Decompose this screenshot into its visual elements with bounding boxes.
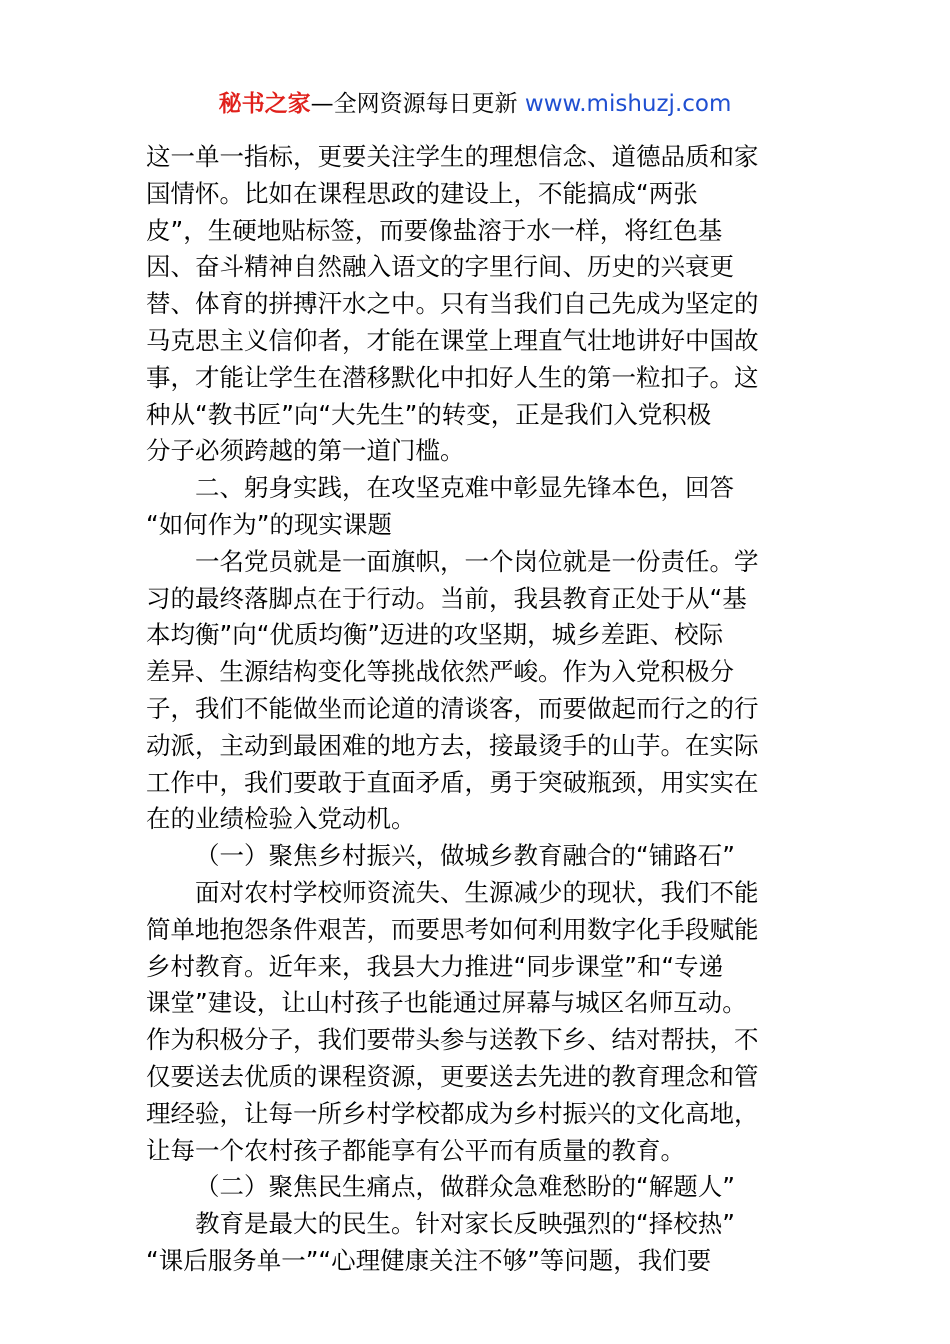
text-line: 子，我们不能做坐而论道的清谈客，而要做起而行之的行 <box>146 693 759 723</box>
document-body <box>146 139 786 1280</box>
text-line: 作为积极分子，我们要带头参与送教下乡、结对帮扶，不 <box>146 1025 759 1055</box>
text-line: 皮”，生硬地贴标签，而要像盐溶于水一样，将红色基 <box>146 215 723 245</box>
paragraph-start: 面对农村学校师资流失、生源减少的现状，我们不能 <box>195 877 759 907</box>
section-heading: 二、躬身实践，在攻坚克难中彰显先锋本色，回答 <box>195 473 734 503</box>
page-header <box>0 88 950 120</box>
text-line: 让每一个农村孩子都能享有公平而有质量的教育。 <box>146 1135 685 1165</box>
text-line: 习的最终落脚点在于行动。当前，我县教育正处于从“基 <box>146 583 747 613</box>
text-line: 乡村教育。近年来，我县大力推进“同步课堂”和“专递 <box>146 951 724 981</box>
text-line: 替、体育的拼搏汗水之中。只有当我们自己先成为坚定的 <box>146 289 759 319</box>
text-line: 国情怀。比如在课程思政的建设上，不能搞成“两张 <box>146 178 698 208</box>
section-heading-continued: “如何作为”的现实课题 <box>146 509 392 539</box>
text-line: 事，才能让学生在潜移默化中扣好人生的第一粒扣子。这 <box>146 362 759 392</box>
website-link[interactable]: www.mishuzj.com <box>524 91 732 117</box>
brand-name: 秘书之家 <box>218 91 311 117</box>
subsection-heading: （二）聚焦民生痛点，做群众急难愁盼的“解题人” <box>195 1172 735 1202</box>
text-line: 分子必须跨越的第一道门槛。 <box>146 436 465 466</box>
text-line: 这一单一指标，更要关注学生的理想信念、道德品质和家 <box>146 142 759 171</box>
text-line: 种从“教书匠”向“大先生”的转变，正是我们入党积极 <box>146 399 712 429</box>
paragraph-start: 教育是最大的民生。针对家长反映强烈的“择校热” <box>195 1209 735 1239</box>
text-line: 因、奋斗精神自然融入语文的字里行间、历史的兴衰更 <box>146 252 734 282</box>
text-line: 差异、生源结构变化等挑战依然严峻。作为入党积极分 <box>146 657 734 687</box>
text-line: “课后服务单一”“心理健康关注不够”等问题，我们要 <box>146 1245 712 1275</box>
text-line: 在的业绩检验入党动机。 <box>146 804 416 834</box>
text-line: 仅要送去优质的课程资源，更要送去先进的教育理念和管 <box>146 1061 759 1091</box>
text-line: 简单地抱怨条件艰苦，而要思考如何利用数字化手段赋能 <box>146 914 759 944</box>
header-slogan: —全网资源每日更新 <box>310 91 525 117</box>
text-line: 动派，主动到最困难的地方去，接最烫手的山芋。在实际 <box>146 730 759 760</box>
paragraph-start: 一名党员就是一面旗帜，一个岗位就是一份责任。学 <box>195 546 759 576</box>
text-line: 马克思主义信仰者，才能在课堂上理直气壮地讲好中国故 <box>146 325 759 355</box>
text-line: 课堂”建设，让山村孩子也能通过屏幕与城区名师互动。 <box>146 988 747 1018</box>
text-line: 理经验，让每一所乡村学校都成为乡村振兴的文化高地， <box>146 1098 759 1128</box>
subsection-heading: （一）聚焦乡村振兴，做城乡教育融合的“铺路石” <box>195 841 735 871</box>
text-line: 工作中，我们要敢于直面矛盾，勇于突破瓶颈，用实实在 <box>146 767 759 797</box>
text-line: 本均衡”向“优质均衡”迈进的攻坚期，城乡差距、校际 <box>146 620 724 650</box>
